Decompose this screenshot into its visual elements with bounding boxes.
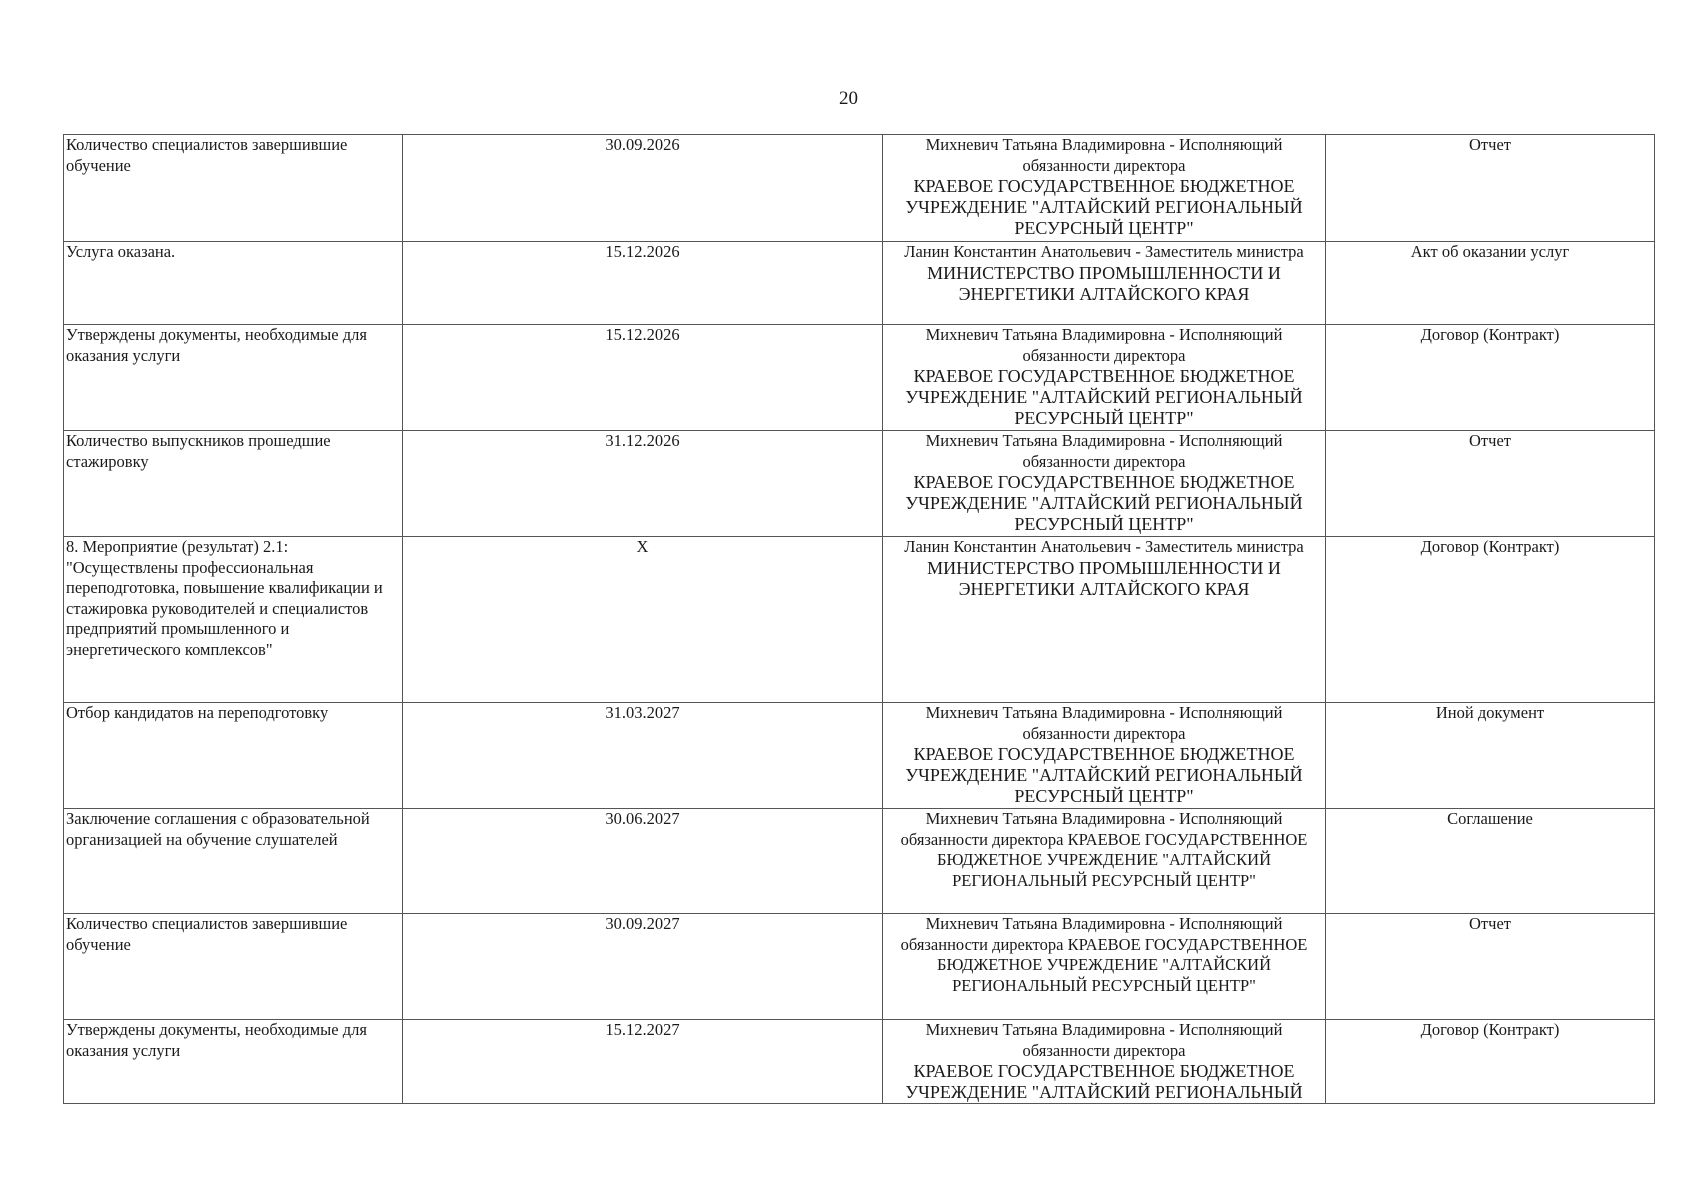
responsible-person: Михневич Татьяна Владимировна - Исполняющий обязанности директора КРАЕВОЕ ГОСУДАРСТВЕННОЕ БЮДЖЕТНОЕ УЧРЕЖДЕНИЕ "АЛТАЙСКИЙ РЕГИОНАЛЬНЫЙ РЕСУРСНЫЙ ЦЕНТР" xyxy=(900,809,1308,890)
table-row xyxy=(64,431,1655,537)
responsible-person: Ланин Константин Анатольевич - Заместитель министра xyxy=(904,537,1304,556)
control-points-table xyxy=(63,134,1655,1104)
due-date: 31.12.2026 xyxy=(403,431,883,537)
responsible-organization: КРАЕВОЕ ГОСУДАРСТВЕННОЕ БЮДЖЕТНОЕ УЧРЕЖДЕНИЕ "АЛТАЙСКИЙ РЕГИОНАЛЬНЫЙ xyxy=(905,1061,1303,1102)
control-point-name: Заключение соглашения с образовательной организацией на обучение слушателей xyxy=(64,809,403,914)
event-result-name: 8. Мероприятие (результат) 2.1: "Осуществлены профессиональная переподготовка, повышение квалификации и стажировка руководителей и специалистов предприятий промышленного и энергетического комплексов" xyxy=(64,537,403,703)
document-type: Договор (Контракт) xyxy=(1326,325,1655,431)
due-date: X xyxy=(403,537,883,703)
document-type: Отчет xyxy=(1326,914,1655,1020)
responsible-person: Михневич Татьяна Владимировна - Исполняющий обязанности директора xyxy=(925,431,1283,471)
responsible-organization: КРАЕВОЕ ГОСУДАРСТВЕННОЕ БЮДЖЕТНОЕ УЧРЕЖДЕНИЕ "АЛТАЙСКИЙ РЕГИОНАЛЬНЫЙ РЕСУРСНЫЙ ЦЕНТР" xyxy=(905,472,1303,534)
table-row xyxy=(64,914,1655,1020)
control-point-name: Количество специалистов завершившие обучение xyxy=(64,135,403,242)
control-point-name: Утверждены документы, необходимые для оказания услуги xyxy=(64,1020,403,1104)
due-date: 31.03.2027 xyxy=(403,703,883,809)
responsible-cell xyxy=(883,809,1326,914)
responsible-organization: МИНИСТЕРСТВО ПРОМЫШЛЕННОСТИ И ЭНЕРГЕТИКИ АЛТАЙСКОГО КРАЯ xyxy=(927,262,1281,304)
responsible-cell xyxy=(883,242,1326,325)
due-date: 30.09.2027 xyxy=(403,914,883,1020)
responsible-cell xyxy=(883,537,1326,703)
table-row xyxy=(64,135,1655,242)
control-point-name: Услуга оказана. xyxy=(64,242,403,325)
document-type: Договор (Контракт) xyxy=(1326,1020,1655,1104)
responsible-person: Михневич Татьяна Владимировна - Исполняющий обязанности директора xyxy=(925,325,1283,365)
due-date: 30.09.2026 xyxy=(403,135,883,242)
table-row xyxy=(64,537,1655,703)
responsible-person: Михневич Татьяна Владимировна - Исполняющий обязанности директора КРАЕВОЕ ГОСУДАРСТВЕННОЕ БЮДЖЕТНОЕ УЧРЕЖДЕНИЕ "АЛТАЙСКИЙ РЕГИОНАЛЬНЫЙ РЕСУРСНЫЙ ЦЕНТР" xyxy=(900,914,1308,995)
table-row xyxy=(64,325,1655,431)
due-date: 15.12.2026 xyxy=(403,242,883,325)
page-number: 20 xyxy=(839,88,858,109)
due-date: 15.12.2026 xyxy=(403,325,883,431)
table-row xyxy=(64,809,1655,914)
responsible-cell xyxy=(883,325,1326,431)
responsible-person: Ланин Константин Анатольевич - Заместитель министра xyxy=(904,242,1304,261)
table-row xyxy=(64,242,1655,325)
control-point-name: Количество специалистов завершившие обучение xyxy=(64,914,403,1020)
document-type: Соглашение xyxy=(1326,809,1655,914)
control-point-name: Количество выпускников прошедшие стажировку xyxy=(64,431,403,537)
responsible-organization: КРАЕВОЕ ГОСУДАРСТВЕННОЕ БЮДЖЕТНОЕ УЧРЕЖДЕНИЕ "АЛТАЙСКИЙ РЕГИОНАЛЬНЫЙ РЕСУРСНЫЙ ЦЕНТР" xyxy=(905,366,1303,428)
due-date: 15.12.2027 xyxy=(403,1020,883,1104)
responsible-organization: МИНИСТЕРСТВО ПРОМЫШЛЕННОСТИ И ЭНЕРГЕТИКИ АЛТАЙСКОГО КРАЯ xyxy=(927,557,1281,599)
responsible-organization: КРАЕВОЕ ГОСУДАРСТВЕННОЕ БЮДЖЕТНОЕ УЧРЕЖДЕНИЕ "АЛТАЙСКИЙ РЕГИОНАЛЬНЫЙ РЕСУРСНЫЙ ЦЕНТР" xyxy=(905,744,1303,806)
responsible-cell xyxy=(883,914,1326,1020)
responsible-cell xyxy=(883,135,1326,242)
document-type: Акт об оказании услуг xyxy=(1326,242,1655,325)
document-type: Иной документ xyxy=(1326,703,1655,809)
responsible-cell xyxy=(883,431,1326,537)
responsible-person: Михневич Татьяна Владимировна - Исполняющий обязанности директора xyxy=(925,135,1283,175)
document-type: Отчет xyxy=(1326,135,1655,242)
document-type: Отчет xyxy=(1326,431,1655,537)
control-point-name: Отбор кандидатов на переподготовку xyxy=(64,703,403,809)
responsible-organization: КРАЕВОЕ ГОСУДАРСТВЕННОЕ БЮДЖЕТНОЕ УЧРЕЖДЕНИЕ "АЛТАЙСКИЙ РЕГИОНАЛЬНЫЙ РЕСУРСНЫЙ ЦЕНТР" xyxy=(905,176,1303,238)
table-row xyxy=(64,1020,1655,1104)
responsible-cell xyxy=(883,1020,1326,1104)
document-type: Договор (Контракт) xyxy=(1326,537,1655,703)
responsible-person: Михневич Татьяна Владимировна - Исполняющий обязанности директора xyxy=(925,1020,1283,1060)
control-point-name: Утверждены документы, необходимые для оказания услуги xyxy=(64,325,403,431)
responsible-cell xyxy=(883,703,1326,809)
responsible-person: Михневич Татьяна Владимировна - Исполняющий обязанности директора xyxy=(925,703,1283,743)
due-date: 30.06.2027 xyxy=(403,809,883,914)
table-row xyxy=(64,703,1655,809)
